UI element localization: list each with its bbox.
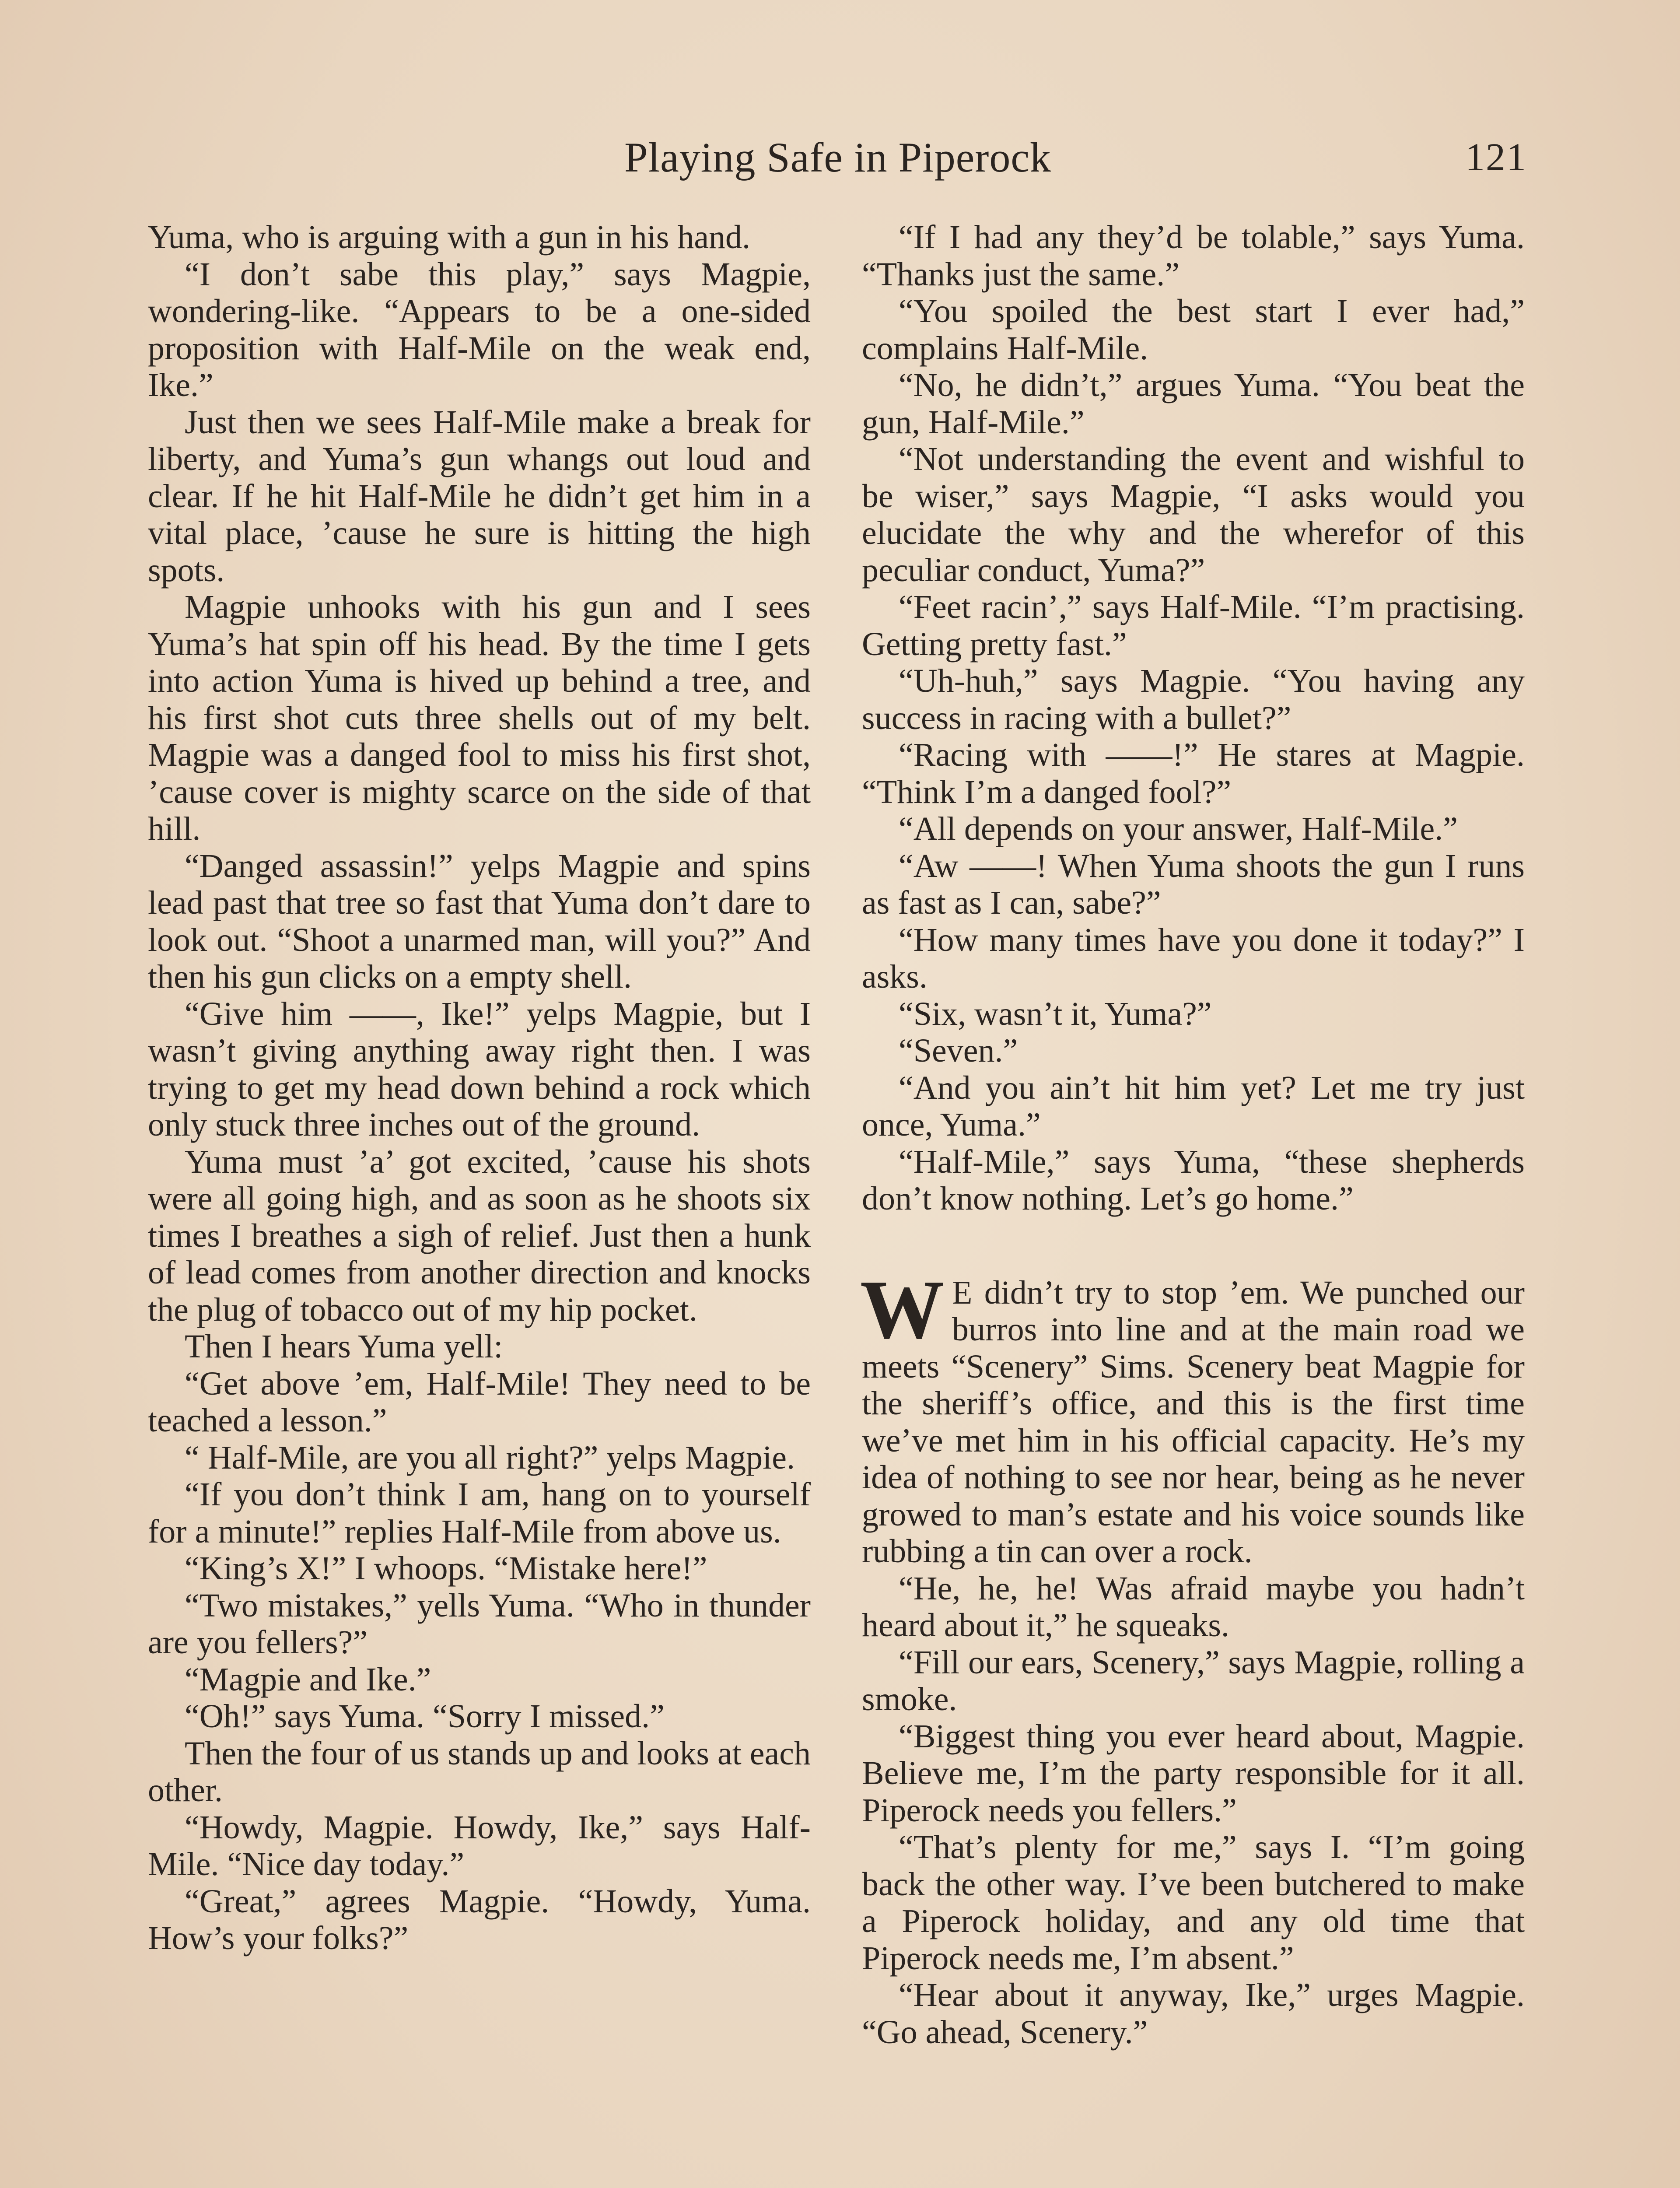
paragraph: “If you don’t think I am, hang on to yourself for a minute!” replies Half-Mile from above us.: [148, 1476, 811, 1550]
paragraph: “Magpie and Ike.”: [185, 1661, 431, 1698]
paragraph: “Oh!” says Yuma. “Sorry I missed.”: [185, 1698, 665, 1735]
paragraph: “He, he, he! Was afraid maybe you hadn’t heard about it,” he squeaks.: [862, 1570, 1525, 1644]
paragraph: “Danged assassin!” yelps Magpie and spins lead past that tree so fast that Yuma don’t dare to look out. “Shoot a unarmed man, will you?” And then his gun clicks on a empty shell.: [148, 847, 811, 995]
paragraph: “Hear about it anyway, Ike,” urges Magpie. “Go ahead, Scenery.”: [862, 1977, 1525, 2051]
paragraph: Then I hears Yuma yell:: [185, 1328, 503, 1365]
paragraph: “No, he didn’t,” argues Yuma. “You beat the gun, Half-Mile.”: [862, 367, 1525, 441]
paragraph: “I don’t sabe this play,” says Magpie, wondering-like. “Appears to be a one-sided proposition with Half-Mile on the weak end, Ike.”: [148, 256, 811, 403]
paragraph: “Feet racin’,” says Half-Mile. “I’m practising. Getting pretty fast.”: [862, 589, 1525, 663]
paragraph: “Aw ——! When Yuma shoots the gun I runs as fast as I can, sabe?”: [862, 847, 1525, 921]
paragraph: Magpie unhooks with his gun and I sees Yuma’s hat spin off his head. By the time I gets into action Yuma is hived up behind a tree, and his first shot cuts three shells out of my belt. Magpie was a danged fool to miss his first shot, ’cause cover is mighty scarce on the side of that hill.: [148, 589, 811, 847]
paragraph: “King’s X!” I whoops. “Mistake here!”: [185, 1550, 707, 1587]
paragraph: “Get above ’em, Half-Mile! They need to be teached a lesson.”: [148, 1365, 811, 1439]
paragraph: Then the four of us stands up and looks at each other.: [148, 1735, 811, 1809]
paragraph: “You spoiled the best start I ever had,” complains Half-Mile.: [862, 293, 1525, 367]
paragraph: “And you ain’t hit him yet? Let me try just once, Yuma.”: [862, 1069, 1525, 1143]
paragraph: “How many times have you done it today?” I asks.: [862, 921, 1525, 995]
paragraph: “ Half-Mile, are you all right?” yelps Magpie.: [185, 1439, 795, 1476]
paragraph: “Give him ——, Ike!” yelps Magpie, but I wasn’t giving anything away right then. I was trying to get my head down behind a rock which only stuck three inches out of the ground.: [148, 995, 811, 1143]
page-number: 121: [1465, 136, 1527, 179]
paragraph: “Two mistakes,” yells Yuma. “Who in thunder are you fellers?”: [148, 1587, 811, 1661]
page-header: [149, 127, 1527, 188]
paragraph: Yuma, who is arguing with a gun in his hand.: [148, 219, 751, 256]
drop-cap: W: [860, 1262, 944, 1356]
paragraph: Yuma must ’a’ got excited, ’cause his shots were all going high, and as soon as he shoots six times I breathes a sigh of relief. Just then a hunk of lead comes from another direction and knocks the plug of tobacco out of my hip pocket.: [148, 1143, 811, 1328]
drop-cap-paragraph-text: E didn’t try to stop ’em. We punched our burros into line and at the main road we meets “Scenery” Sims. Scenery beat Magpie for the sheriff’s office, and this is the first time we’ve met him in his official capacity. He’s my idea of nothing to see nor hear, being as he never growed to man’s estate and his voice sounds like rubbing a tin can over a rock.: [862, 1274, 1525, 1570]
left-column: [148, 219, 811, 1957]
paragraph: “Six, wasn’t it, Yuma?”: [899, 995, 1212, 1032]
paragraph: “All depends on your answer, Half-Mile.”: [899, 810, 1458, 847]
paragraph: “Uh-huh,” says Magpie. “You having any success in racing with a bullet?”: [862, 663, 1525, 736]
section-break: [862, 1217, 1525, 1274]
paragraph: “Racing with ——!” He stares at Magpie. “Think I’m a danged fool?”: [862, 736, 1525, 810]
paragraph: “Fill our ears, Scenery,” says Magpie, rolling a smoke.: [862, 1644, 1525, 1718]
paragraph: “If I had any they’d be tolable,” says Yuma. “Thanks just the same.”: [862, 219, 1525, 293]
running-title: Playing Safe in Piperock: [624, 134, 1051, 181]
paragraph: “Seven.”: [899, 1032, 1018, 1069]
paragraph: Just then we sees Half-Mile make a break for liberty, and Yuma’s gun whangs out loud and clear. If he hit Half-Mile he didn’t get him in a vital place, ’cause he sure is hitting the high spots.: [148, 403, 811, 589]
paragraph: “Half-Mile,” says Yuma, “these shepherds don’t know nothing. Let’s go home.”: [862, 1143, 1525, 1217]
drop-cap-paragraph: [860, 1262, 1525, 1570]
paragraph: “Howdy, Magpie. Howdy, Ike,” says Half-Mile. “Nice day today.”: [148, 1809, 811, 1883]
paragraph: “Great,” agrees Magpie. “Howdy, Yuma. How’s your folks?”: [148, 1883, 811, 1957]
paragraph: “Biggest thing you ever heard about, Magpie. Believe me, I’m the party responsible for it all. Piperock needs you fellers.”: [862, 1718, 1525, 1829]
paragraph: “That’s plenty for me,” says I. “I’m going back the other way. I’ve been butchered to make a Piperock holiday, and any old time that Piperock needs me, I’m absent.”: [862, 1829, 1525, 1977]
right-column: [862, 219, 1525, 2051]
paragraph: “Not understanding the event and wishful to be wiser,” says Magpie, “I asks would you elucidate the why and the wherefor of this peculiar conduct, Yuma?”: [862, 441, 1525, 589]
